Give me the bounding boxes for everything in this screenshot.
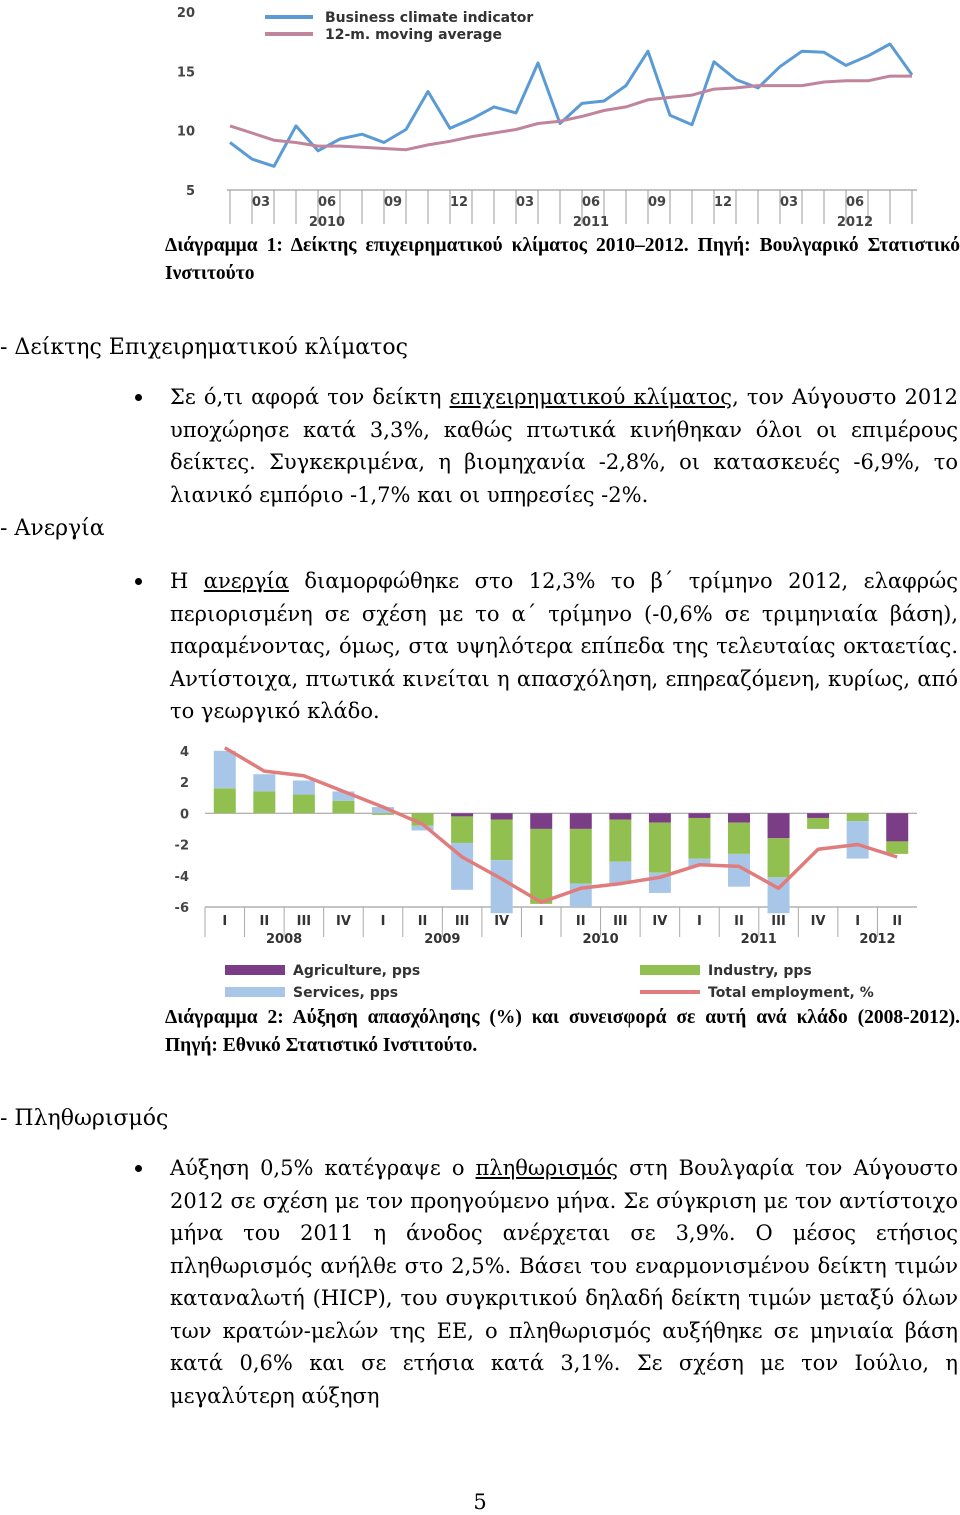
bar-segment-1 (214, 788, 236, 813)
bar-segment-1 (768, 838, 790, 877)
bar-segment-1 (570, 829, 592, 884)
bar-segment-2 (293, 780, 315, 794)
heading-business-climate: - Δείκτης Επιχειρηματικού κλίματος (0, 335, 408, 360)
employment-growth-chart (165, 735, 925, 1007)
x-tick-label: IV (494, 914, 510, 929)
bar-segment-1 (847, 813, 869, 821)
bar-segment-0 (807, 813, 829, 818)
y-tick-label: -4 (174, 869, 189, 885)
bar-segment-1 (451, 816, 473, 843)
heading-unemployment: - Ανεργία (0, 516, 105, 541)
x-year-label: 2011 (740, 932, 777, 947)
bar-segment-1 (728, 823, 750, 854)
bar-segment-0 (728, 813, 750, 822)
bar-segment-1 (609, 820, 631, 862)
business-climate-chart (165, 0, 925, 235)
x-tick-label: 03 (251, 195, 271, 210)
bar-segment-0 (451, 813, 473, 816)
x-year-label: 2008 (266, 932, 303, 947)
x-tick-label: I (855, 914, 861, 929)
bar-segment-0 (768, 813, 790, 838)
bar-segment-1 (253, 791, 275, 813)
bullet-2 (135, 578, 142, 585)
x-tick-label: 09 (383, 195, 403, 210)
bullet-3 (135, 1165, 142, 1172)
bar-segment-1 (293, 795, 315, 814)
bar-segment-1 (372, 813, 394, 815)
x-tick-label: I (380, 914, 386, 929)
x-tick-label: 06 (581, 195, 601, 210)
x-tick-label: III (613, 914, 628, 929)
bar-segment-1 (886, 841, 908, 853)
bar-segment-0 (688, 813, 710, 818)
x-tick-label: 12 (713, 195, 733, 210)
x-tick-label: II (417, 914, 428, 929)
bar-segment-2 (214, 751, 236, 788)
unemployment-link[interactable]: ανεργία (203, 569, 289, 593)
y-tick-label: -2 (174, 838, 189, 854)
bar-segment-1 (649, 823, 671, 873)
bar-segment-2 (609, 862, 631, 884)
bar-segment-0 (530, 813, 552, 829)
y-tick-label: 20 (176, 6, 195, 21)
bar-segment-1 (530, 829, 552, 904)
bar-segment-1 (807, 818, 829, 829)
x-tick-label: 03 (779, 195, 799, 210)
bar-segment-0 (491, 813, 513, 819)
x-tick-label: II (259, 914, 270, 929)
x-year-label: 2011 (572, 215, 610, 230)
x-tick-label: II (734, 914, 744, 929)
bar-segment-1 (688, 818, 710, 859)
y-tick-label: 15 (176, 65, 195, 81)
x-tick-label: IV (335, 914, 351, 929)
x-tick-label: I (697, 914, 702, 929)
paragraph-unemployment: Η ανεργία διαμορφώθηκε στο 12,3% το β΄ τρίμηνο 2012, ελαφρώς περιορισμένη σε σχέση με το α΄ τρίμηνο (-0,6% σε τριμηνιαία βάση), παραμένοντας, όμως, στα υψηλότερα επίπεδα της τελευταίας οκταετίας. Αντίστοιχα, πτωτικά κινείται η απασχόληση, επηρεαζόμενη, κυρίως, από το γεωργικό κλάδο. (170, 569, 958, 723)
x-tick-label: IV (810, 914, 826, 929)
bar-segment-2 (491, 860, 513, 913)
x-year-label: 2010 (582, 932, 619, 947)
paragraph-inflation: Αύξηση 0,5% κατέγραψε ο πληθωρισμός στη Βουλγαρία τον Αύγουστο 2012 σε σχέση με τον προηγούμενο μήνα. Σε σύγκριση με τον αντίστοιχο μήνα του 2011 η άνοδος ανέρχεται σε 3,9%. Ο μέσος ετήσιος πληθωρισμός ανήλθε στο 2,5%. Βάσει του εναρμονισμένου δείκτη τιμών καταναλωτή (HICP), του συγκριτικού δηλαδή δείκτη τιμών μεταξύ όλων των κρατών-μελών της ΕΕ, ο πληθωρισμός αυξήθηκε σε μηνιαία βάση κατά 0,6% και σε ετήσια κατά 3,1%. Σε σχέση με τον Ιούλιο, η μεγαλύτερη αύξηση (170, 1156, 958, 1408)
legend-label: Total employment, % (708, 985, 874, 1001)
chart2-caption: Διάγραμμα 2: Αύξηση απασχόλησης (%) και συνεισφορά σε αυτή ανά κλάδο (2008-2012). Πηγή: Εθνικό Στατιστικό Ινστιτούτο. (165, 1007, 960, 1056)
business-climate-link[interactable]: επιχειρηματικού κλίματος (449, 385, 733, 409)
legend-label: Industry, pps (708, 963, 812, 979)
bar-segment-0 (609, 813, 631, 819)
x-tick-label: I (538, 914, 544, 929)
y-tick-label: 0 (179, 807, 189, 823)
bullet-1 (135, 394, 142, 401)
chart1-caption: Διάγραμμα 1: Δείκτης επιχειρηματικού κλίματος 2010–2012. Πηγή: Βουλγαρικό Στατιστικό Ινστιτούτο (165, 235, 960, 284)
y-tick-label: 10 (176, 124, 195, 140)
x-tick-label: 12 (449, 195, 469, 210)
x-tick-label: III (296, 914, 312, 929)
heading-inflation: - Πληθωρισμός (0, 1106, 169, 1131)
x-tick-label: III (454, 914, 470, 929)
bar-segment-0 (570, 813, 592, 829)
y-tick-label: 4 (179, 744, 189, 760)
inflation-link[interactable]: πληθωρισμός (475, 1156, 618, 1180)
x-year-label: 2009 (424, 932, 461, 947)
legend-label: Agriculture, pps (293, 963, 421, 979)
x-tick-label: II (575, 914, 586, 929)
page-number: 5 (473, 1490, 487, 1514)
legend-label: Business climate indicator (325, 10, 534, 26)
y-tick-label: 5 (185, 184, 195, 199)
legend-label: 12-m. moving average (325, 27, 503, 43)
x-tick-label: I (222, 914, 228, 929)
bar-segment-1 (332, 801, 354, 813)
x-tick-label: III (771, 914, 786, 929)
bar-segment-0 (649, 813, 671, 822)
y-tick-label: -6 (174, 901, 189, 916)
x-year-label: 2012 (859, 932, 896, 947)
bar-segment-2 (847, 821, 869, 858)
bar-segment-2 (253, 774, 275, 791)
x-year-label: 2012 (836, 215, 874, 230)
x-tick-label: 06 (845, 195, 865, 210)
x-year-label: 2010 (308, 215, 346, 230)
x-tick-label: IV (652, 914, 668, 929)
x-tick-label: 09 (647, 195, 667, 210)
x-tick-label: 06 (317, 195, 337, 210)
x-tick-label: 03 (515, 195, 535, 210)
total-employment-line (225, 748, 897, 903)
bar-segment-0 (886, 813, 908, 841)
y-tick-label: 2 (179, 776, 189, 792)
series-line-0 (230, 44, 912, 166)
legend-swatch (640, 965, 700, 975)
legend-swatch (225, 987, 285, 997)
x-tick-label: II (892, 914, 903, 929)
legend-swatch (225, 965, 285, 975)
paragraph-business-climate: Σε ό,τι αφορά τον δείκτη επιχειρηματικού κλίματος, τον Αύγουστο 2012 υποχώρησε κατά 3,3%, καθώς πτωτικά κινήθηκαν όλοι οι επιμέρους δείκτες. Συγκεκριμένα, η βιομηχανία -2,8%, οι κατασκευές -6,9%, το λιανικό εμπόριο -1,7% και οι υπηρεσίες -2%. (170, 385, 958, 507)
bar-segment-1 (491, 820, 513, 861)
legend-label: Services, pps (293, 985, 399, 1001)
